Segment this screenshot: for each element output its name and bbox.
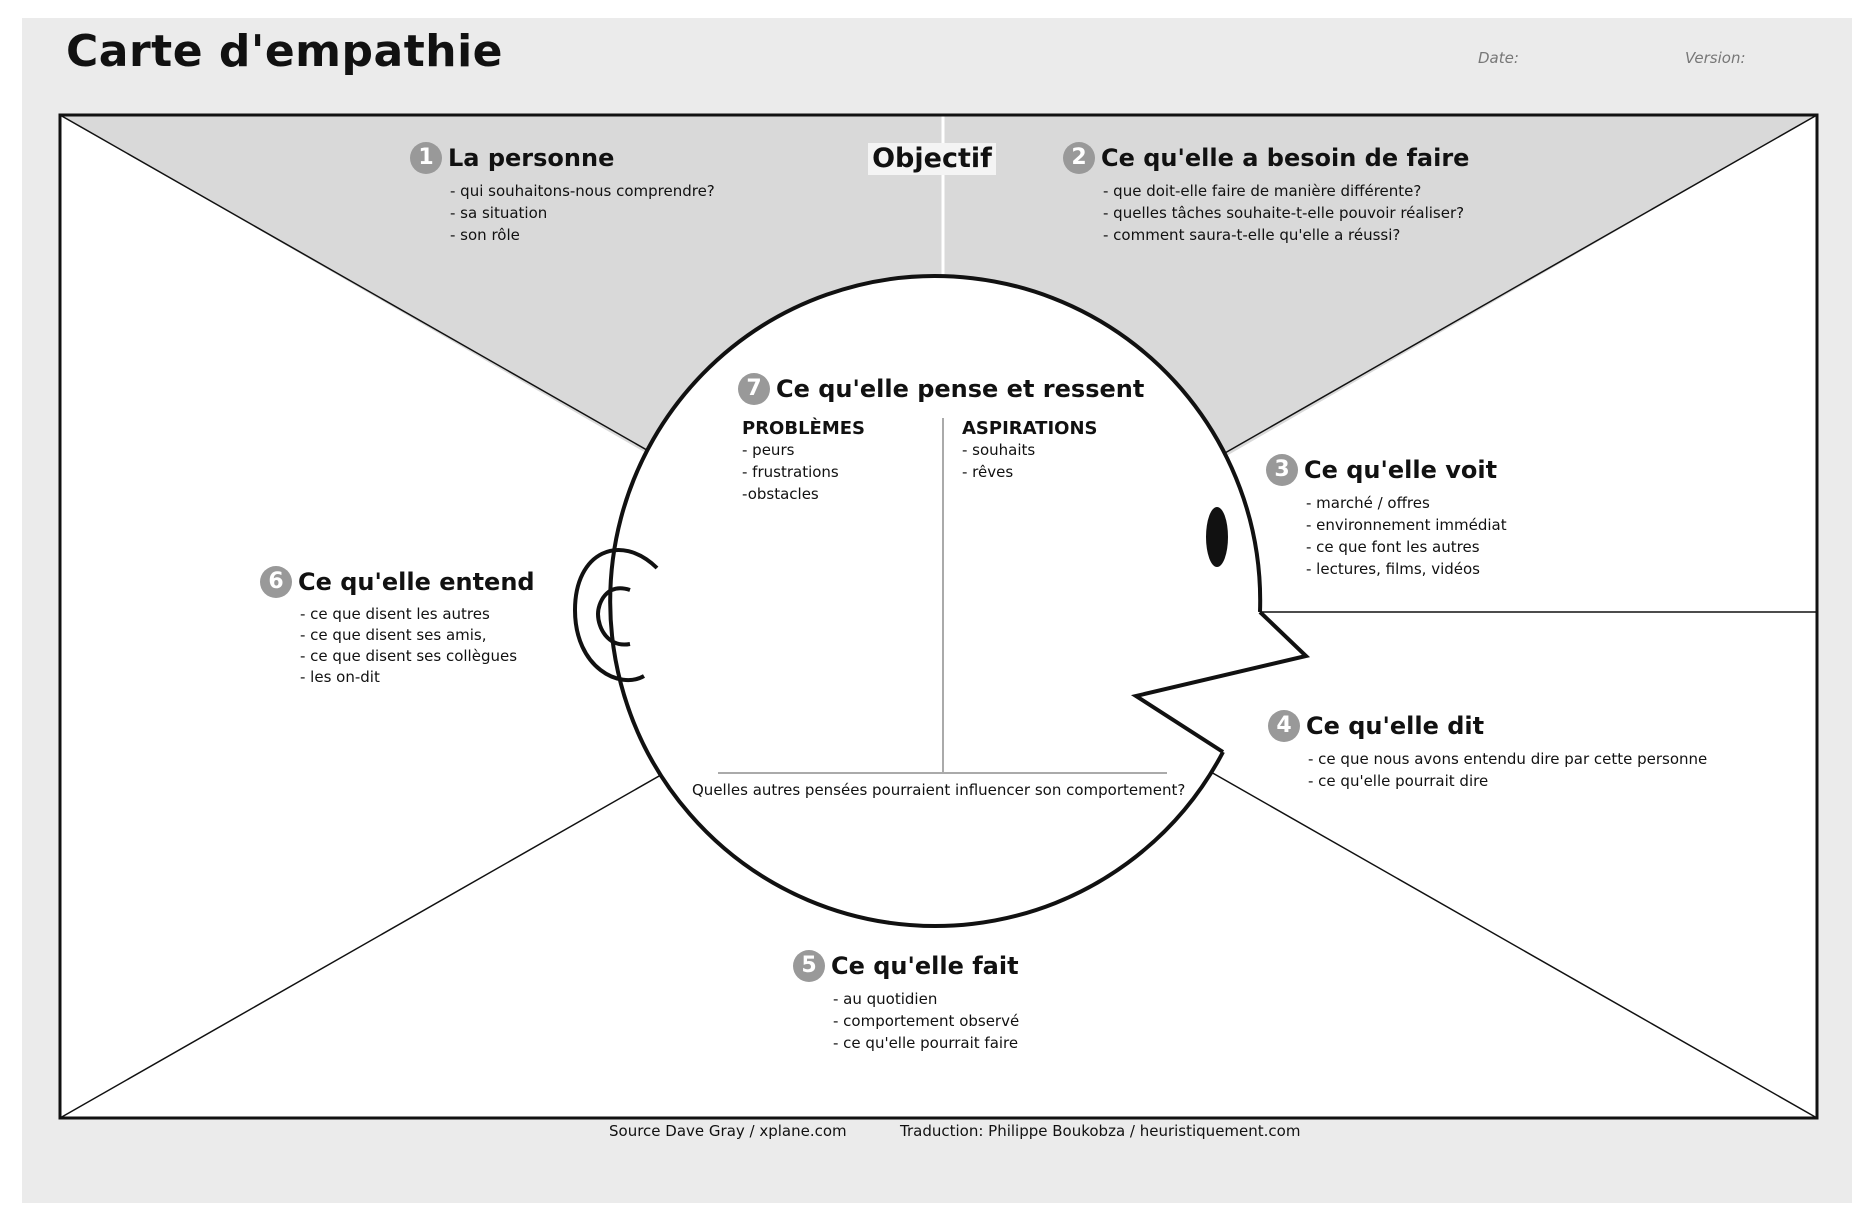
section-entend xyxy=(260,566,535,688)
thoughts-question: Quelles autres pensées pourraient influencer son comportement? xyxy=(692,781,1186,799)
section-voit xyxy=(1266,454,1507,580)
problemes-block xyxy=(742,418,865,505)
section-dit xyxy=(1268,710,1707,792)
section-number-badge: 5 xyxy=(793,950,825,982)
section-line: - qui souhaitons-nous comprendre? xyxy=(450,182,715,200)
section-number-badge: 2 xyxy=(1063,142,1095,174)
section-title: La personne xyxy=(448,144,615,172)
problemes-line: - peurs xyxy=(742,441,795,459)
section-line: - au quotidien xyxy=(833,990,938,1008)
section-title: Ce qu'elle voit xyxy=(1304,456,1498,484)
section-number-badge: 7 xyxy=(738,373,770,405)
section-line: - sa situation xyxy=(450,204,548,222)
section-number-badge: 1 xyxy=(410,142,442,174)
section-line: - comment saura-t-elle qu'elle a réussi? xyxy=(1103,226,1401,244)
section-line: - quelles tâches souhaite-t-elle pouvoir réaliser? xyxy=(1103,204,1465,222)
section-pense xyxy=(738,373,1144,405)
section-line: - ce que nous avons entendu dire par cette personne xyxy=(1308,750,1708,768)
aspirations-block xyxy=(962,418,1097,483)
section-number-badge: 4 xyxy=(1268,710,1300,742)
section-line: - les on-dit xyxy=(300,668,380,686)
section-title: Ce qu'elle entend xyxy=(298,568,535,596)
problemes-title: PROBLÈMES xyxy=(742,418,866,439)
section-personne xyxy=(410,142,715,246)
aspirations-line: - rêves xyxy=(962,463,1014,481)
section-line: - marché / offres xyxy=(1306,494,1430,512)
section-line: - ce que disent ses amis, xyxy=(300,626,487,644)
problemes-line: - frustrations xyxy=(742,463,839,481)
section-number-badge: 3 xyxy=(1266,454,1298,486)
section-fait xyxy=(793,950,1019,1054)
section-line: - ce qu'elle pourrait dire xyxy=(1308,772,1489,790)
date-label: Date: xyxy=(1478,49,1519,67)
section-line: - environnement immédiat xyxy=(1306,516,1507,534)
page-title: Carte d'empathie xyxy=(66,26,503,77)
section-number-badge: 6 xyxy=(260,566,292,598)
section-title: Ce qu'elle pense et ressent xyxy=(776,375,1145,403)
footer-traduction: Traduction: Philippe Boukobza / heuristiquement.com xyxy=(900,1122,1301,1140)
section-line: - ce que font les autres xyxy=(1306,538,1480,556)
section-line: - comportement observé xyxy=(833,1012,1020,1030)
section-line: - son rôle xyxy=(450,226,520,244)
section-line: - ce qu'elle pourrait faire xyxy=(833,1034,1019,1052)
section-line: - ce que disent ses collègues xyxy=(300,647,518,665)
section-title: Ce qu'elle dit xyxy=(1306,712,1485,740)
section-besoin xyxy=(1063,142,1469,246)
problemes-line: -obstacles xyxy=(742,485,819,503)
section-title: Ce qu'elle a besoin de faire xyxy=(1101,144,1470,172)
section-title: Ce qu'elle fait xyxy=(831,952,1019,980)
section-line: - que doit-elle faire de manière différente? xyxy=(1103,182,1422,200)
section-line: - lectures, films, vidéos xyxy=(1306,560,1480,578)
objectif-label: Objectif xyxy=(868,143,996,175)
aspirations-title: ASPIRATIONS xyxy=(962,418,1098,439)
eye-shape xyxy=(1206,507,1228,567)
version-label: Version: xyxy=(1685,49,1746,67)
section-line: - ce que disent les autres xyxy=(300,605,490,623)
aspirations-line: - souhaits xyxy=(962,441,1036,459)
footer-source: Source Dave Gray / xplane.com xyxy=(609,1122,847,1140)
